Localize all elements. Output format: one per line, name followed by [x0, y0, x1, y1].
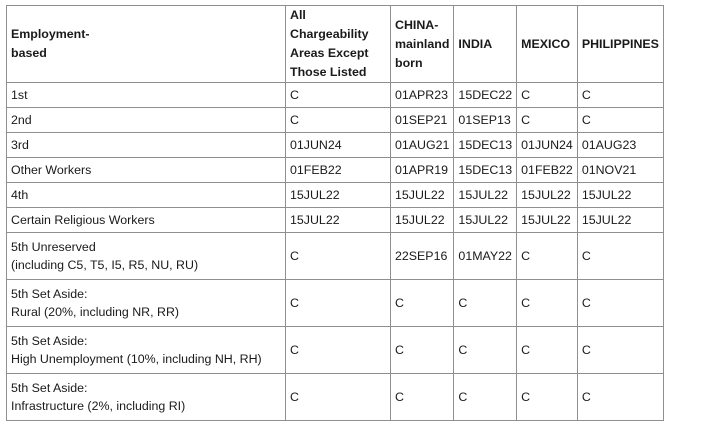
cell-china: 01APR19: [391, 158, 454, 183]
table-row: [7, 133, 664, 158]
cell-india: C: [454, 374, 517, 421]
cell-china: 01SEP21: [391, 108, 454, 133]
cell-philippines: C: [577, 280, 663, 327]
visa-bulletin-table-container: [6, 5, 664, 421]
cell-india: C: [454, 327, 517, 374]
table-header: [7, 6, 664, 83]
table-row: [7, 280, 664, 327]
cell-china: 15JUL22: [391, 183, 454, 208]
table-row: [7, 208, 664, 233]
row-category: 5th Set Aside: Infrastructure (2%, including RI): [7, 374, 286, 421]
cell-philippines: C: [577, 83, 663, 108]
cell-mexico: 15JUL22: [517, 208, 578, 233]
header-all-chargeability: All Chargeability Areas Except Those Listed: [286, 6, 391, 83]
header-india: INDIA: [454, 6, 517, 83]
row-category: 2nd: [7, 108, 286, 133]
cell-mexico: 15JUL22: [517, 183, 578, 208]
cell-all-chargeability: 15JUL22: [286, 183, 391, 208]
row-category: 5th Set Aside: Rural (20%, including NR, RR): [7, 280, 286, 327]
table-row: [7, 158, 664, 183]
row-category: 4th: [7, 183, 286, 208]
row-category: 5th Unreserved (including C5, T5, I5, R5, NU, RU): [7, 233, 286, 280]
cell-mexico: 01JUN24: [517, 133, 578, 158]
header-employment-based: Employment- based: [7, 6, 286, 83]
cell-china: 01APR23: [391, 83, 454, 108]
row-category: 1st: [7, 83, 286, 108]
cell-mexico: C: [517, 83, 578, 108]
cell-mexico: C: [517, 374, 578, 421]
cell-india: 15DEC13: [454, 133, 517, 158]
cell-all-chargeability: 01FEB22: [286, 158, 391, 183]
cell-india: 15DEC13: [454, 158, 517, 183]
table-row: [7, 327, 664, 374]
table-row: [7, 83, 664, 108]
cell-philippines: 15JUL22: [577, 183, 663, 208]
cell-all-chargeability: 15JUL22: [286, 208, 391, 233]
cell-philippines: 15JUL22: [577, 208, 663, 233]
cell-india: 15DEC22: [454, 83, 517, 108]
cell-mexico: C: [517, 233, 578, 280]
cell-china: C: [391, 327, 454, 374]
cell-all-chargeability: 01JUN24: [286, 133, 391, 158]
header-row: [7, 6, 664, 83]
cell-all-chargeability: C: [286, 280, 391, 327]
row-category: 5th Set Aside: High Unemployment (10%, including NH, RH): [7, 327, 286, 374]
cell-all-chargeability: C: [286, 327, 391, 374]
cell-india: C: [454, 280, 517, 327]
cell-china: 22SEP16: [391, 233, 454, 280]
cell-all-chargeability: C: [286, 108, 391, 133]
table-row: [7, 108, 664, 133]
row-category: Certain Religious Workers: [7, 208, 286, 233]
cell-mexico: C: [517, 327, 578, 374]
employment-based-dates-table: [6, 5, 664, 421]
table-row: [7, 374, 664, 421]
cell-all-chargeability: C: [286, 83, 391, 108]
header-philippines: PHILIPPINES: [577, 6, 663, 83]
header-mexico: MEXICO: [517, 6, 578, 83]
row-category: 3rd: [7, 133, 286, 158]
cell-philippines: C: [577, 374, 663, 421]
cell-india: 15JUL22: [454, 208, 517, 233]
cell-all-chargeability: C: [286, 374, 391, 421]
cell-india: 15JUL22: [454, 183, 517, 208]
row-category: Other Workers: [7, 158, 286, 183]
cell-all-chargeability: C: [286, 233, 391, 280]
cell-china: C: [391, 374, 454, 421]
cell-mexico: C: [517, 108, 578, 133]
header-china: CHINA- mainland born: [391, 6, 454, 83]
cell-philippines: 01AUG23: [577, 133, 663, 158]
cell-china: 15JUL22: [391, 208, 454, 233]
table-body: [7, 83, 664, 421]
cell-mexico: C: [517, 280, 578, 327]
cell-philippines: 01NOV21: [577, 158, 663, 183]
cell-philippines: C: [577, 233, 663, 280]
cell-philippines: C: [577, 108, 663, 133]
cell-india: 01MAY22: [454, 233, 517, 280]
table-row: [7, 233, 664, 280]
cell-india: 01SEP13: [454, 108, 517, 133]
table-row: [7, 183, 664, 208]
cell-mexico: 01FEB22: [517, 158, 578, 183]
cell-china: 01AUG21: [391, 133, 454, 158]
cell-china: C: [391, 280, 454, 327]
cell-philippines: C: [577, 327, 663, 374]
